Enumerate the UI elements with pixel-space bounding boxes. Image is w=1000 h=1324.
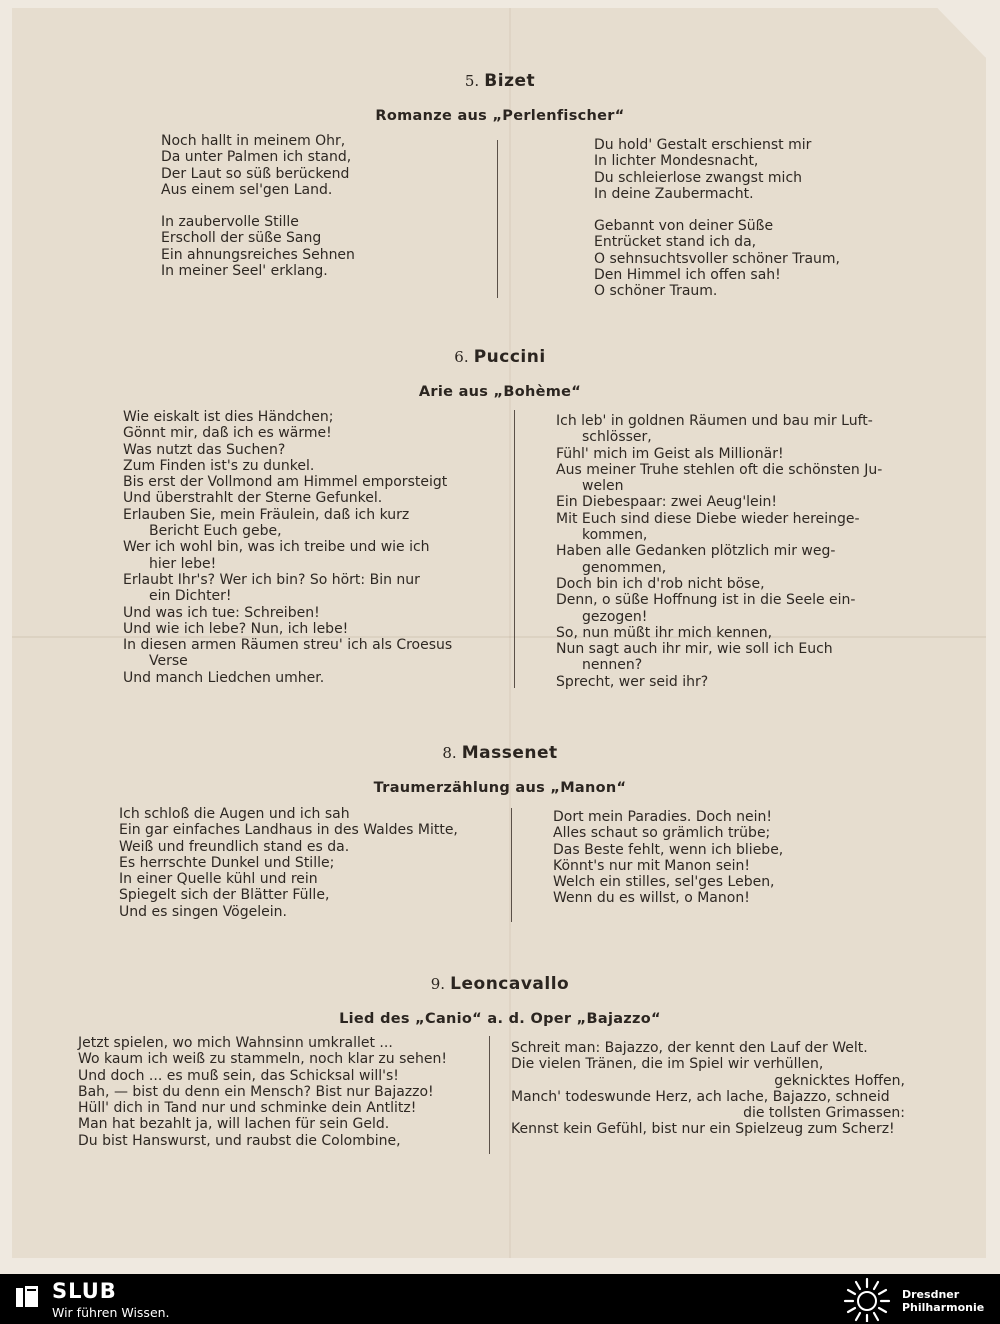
lyric-line: Den Himmel ich offen sah! xyxy=(594,267,781,284)
lyric-line: Entrücket stand ich da, xyxy=(594,234,757,251)
lyric-line: Dort mein Paradies. Doch nein! xyxy=(553,809,773,825)
lyric-line: Sprecht, wer seid ihr? xyxy=(556,673,709,690)
lyric-line: Kennst kein Gefühl, bist nur ein Spielzeug zum Scherz! xyxy=(511,1121,895,1138)
lyric-line: kommen, xyxy=(582,527,648,544)
lyric-line: nennen? xyxy=(582,657,643,674)
lyrics-left-column xyxy=(119,806,458,920)
lyric-line: Gönnt mir, daß ich es wärme! xyxy=(123,425,332,442)
lyric-line: Hüll' dich in Tand nur und schminke dein Antlitz! xyxy=(78,1100,417,1117)
lyric-line: Verse xyxy=(149,653,188,670)
lyric-line: genommen, xyxy=(582,559,667,576)
lyric-line: Was nutzt das Suchen? xyxy=(123,441,286,458)
lyric-line: Noch hallt in meinem Ohr, xyxy=(161,133,346,149)
footer-bar xyxy=(0,1274,1000,1324)
lyric-line: Aus meiner Truhe stehlen oft die schönsten Ju- xyxy=(556,461,883,478)
lyric-line: Bah, — bist du denn ein Mensch? Bist nur Bajazzo! xyxy=(78,1083,434,1100)
lyric-line: So, nun müßt ihr mich kennen, xyxy=(556,624,773,641)
section-number: 6. xyxy=(454,348,469,366)
lyric-line: In meiner Seel' erklang. xyxy=(161,263,328,280)
song-title: Lied des „Canio“ a. d. Oper „Bajazzo“ xyxy=(339,1011,661,1027)
lyric-line: Und überstrahlt der Sterne Gefunkel. xyxy=(123,490,383,507)
section-heading-bizet xyxy=(0,71,1000,91)
lyric-line: Und wie ich lebe? Nun, ich lebe! xyxy=(123,620,349,637)
lyric-line: In zaubervolle Stille xyxy=(161,214,299,231)
lyric-line: Weiß und freundlich stand es da. xyxy=(119,838,350,855)
section-number: 9. xyxy=(430,975,446,993)
lyric-line: In einer Quelle kühl und rein xyxy=(119,871,318,888)
lyric-line: Aus einem sel'gen Land. xyxy=(161,181,333,198)
lyrics-right-column xyxy=(511,1040,905,1138)
lyric-line: Fühl' mich im Geist als Millionär! xyxy=(556,445,784,462)
partner-name-line: Philharmonie xyxy=(902,1301,985,1314)
lyric-line: Alles schaut so grämlich trübe; xyxy=(553,825,771,842)
lyric-line: Erlauben Sie, mein Fräulein, daß ich kurz xyxy=(123,506,410,523)
lyric-line: Der Laut so süß berückend xyxy=(161,165,350,182)
lyric-line: Ich schloß die Augen und ich sah xyxy=(119,806,350,822)
lyric-line: Ich leb' in goldnen Räumen und bau mir Luft- xyxy=(556,413,873,429)
lyric-line: Die vielen Tränen, die im Spiel wir verhüllen, xyxy=(511,1056,824,1073)
lyric-line: geknicktes Hoffen, xyxy=(774,1072,905,1089)
lyric-line: Und doch ... es muß sein, das Schicksal will's! xyxy=(78,1067,399,1084)
section-heading-puccini xyxy=(0,347,1000,367)
lyric-line: Ein ahnungsreiches Sehnen xyxy=(161,246,355,263)
lyric-line: Ein gar einfaches Landhaus in des Waldes Mitte, xyxy=(119,822,458,839)
lyric-line: Erlaubt Ihr's? Wer ich bin? So hört: Bin nur xyxy=(123,571,420,588)
lyric-line: ein Dichter! xyxy=(149,588,232,605)
partner-name-line: Dresdner xyxy=(902,1288,960,1301)
composer-name: Bizet xyxy=(484,71,536,91)
lyrics-right-column xyxy=(594,137,840,300)
song-title: Traumerzählung aus „Manon“ xyxy=(373,780,627,796)
lyrics-left-column xyxy=(123,409,452,686)
composer-name: Massenet xyxy=(461,743,558,763)
philharmonie-logo-icon xyxy=(842,1276,892,1322)
section-heading-leoncavallo xyxy=(0,974,1000,994)
lyric-line: O schöner Traum. xyxy=(594,283,718,300)
section-number: 8. xyxy=(442,744,457,762)
lyric-line: Erscholl der süße Sang xyxy=(161,230,322,247)
composer-name: Puccini xyxy=(473,347,546,367)
column-divider xyxy=(511,808,512,922)
lyric-line: Da unter Palmen ich stand, xyxy=(161,149,352,166)
slub-logo-icon xyxy=(14,1284,40,1310)
lyric-line: In lichter Mondesnacht, xyxy=(594,153,759,170)
column-divider xyxy=(489,1036,490,1154)
lyric-line: Du schleierlose zwangst mich xyxy=(594,169,803,186)
lyric-line: welen xyxy=(582,478,624,495)
lyric-line: Wer ich wohl bin, was ich treibe und wie ich xyxy=(123,539,430,556)
lyric-line: Zum Finden ist's zu dunkel. xyxy=(123,457,315,474)
lyric-line: Manch' todeswunde Herz, ach lache, Bajazzo, schneid xyxy=(511,1088,890,1105)
lyric-line: In deine Zaubermacht. xyxy=(594,185,754,202)
lyric-line: Es herrschte Dunkel und Stille; xyxy=(119,854,335,871)
library-name: SLUB xyxy=(52,1279,117,1303)
library-tagline: Wir führen Wissen. xyxy=(52,1305,170,1320)
lyric-line: In diesen armen Räumen streu' ich als Croesus xyxy=(123,637,453,654)
lyric-line: hier lebe! xyxy=(149,555,217,572)
lyric-line: Wie eiskalt ist dies Händchen; xyxy=(123,409,334,425)
column-divider xyxy=(497,140,498,298)
lyric-line: Bis erst der Vollmond am Himmel emporsteigt xyxy=(123,474,448,491)
lyric-line: Und was ich tue: Schreiben! xyxy=(123,604,320,621)
lyric-line: Wo kaum ich weiß zu stammeln, noch klar zu sehen! xyxy=(78,1051,447,1068)
song-title: Arie aus „Bohème“ xyxy=(418,384,582,400)
lyric-line: Gebannt von deiner Süße xyxy=(594,218,774,235)
lyrics-left-column xyxy=(78,1035,447,1149)
lyric-line: Spiegelt sich der Blätter Fülle, xyxy=(119,887,330,904)
song-title: Romanze aus „Perlenfischer“ xyxy=(375,108,625,124)
lyrics-right-column xyxy=(553,809,783,907)
lyric-line: Mit Euch sind diese Diebe wieder hereinge- xyxy=(556,510,860,527)
lyric-line: Bericht Euch gebe, xyxy=(149,523,282,540)
lyric-line: Schreit man: Bajazzo, der kennt den Lauf der Welt. xyxy=(511,1040,868,1056)
lyric-line: Du bist Hanswurst, und raubst die Colombine, xyxy=(78,1132,401,1149)
lyric-line: Haben alle Gedanken plötzlich mir weg- xyxy=(556,543,836,560)
composer-name: Leoncavallo xyxy=(450,974,570,994)
lyric-line: Doch bin ich d'rob nicht böse, xyxy=(556,575,765,592)
partner-name xyxy=(902,1288,984,1314)
lyric-line: Wenn du es willst, o Manon! xyxy=(553,890,750,907)
section-number: 5. xyxy=(464,72,480,90)
lyric-line: Ein Diebespaar: zwei Aeug'lein! xyxy=(556,494,778,511)
lyric-line: O sehnsuchtsvoller schöner Traum, xyxy=(594,250,841,267)
lyrics-left-column xyxy=(161,133,355,279)
section-heading-massenet xyxy=(0,743,1000,763)
lyric-line: Welch ein stilles, sel'ges Leben, xyxy=(553,874,775,891)
column-divider xyxy=(514,410,515,688)
lyric-line: Denn, o süße Hoffnung ist in die Seele ein- xyxy=(556,592,856,609)
lyric-line: schlösser, xyxy=(582,429,652,446)
lyric-line: Du hold' Gestalt erschienst mir xyxy=(594,137,812,153)
lyric-line: Und es singen Vögelein. xyxy=(119,903,287,920)
lyric-line: Und manch Liedchen umher. xyxy=(123,669,325,686)
lyric-line: gezogen! xyxy=(582,608,648,625)
lyrics-right-column xyxy=(556,413,882,690)
lyric-line: Jetzt spielen, wo mich Wahnsinn umkrallet ... xyxy=(78,1035,393,1051)
lyric-line: Das Beste fehlt, wenn ich bliebe, xyxy=(553,841,784,858)
lyric-line: die tollsten Grimassen: xyxy=(743,1105,905,1122)
lyric-line: Könnt's nur mit Manon sein! xyxy=(553,857,750,874)
lyric-line: Nun sagt auch ihr mir, wie soll ich Euch xyxy=(556,641,833,658)
lyric-line: Man hat bezahlt ja, will lachen für sein Geld. xyxy=(78,1116,390,1133)
